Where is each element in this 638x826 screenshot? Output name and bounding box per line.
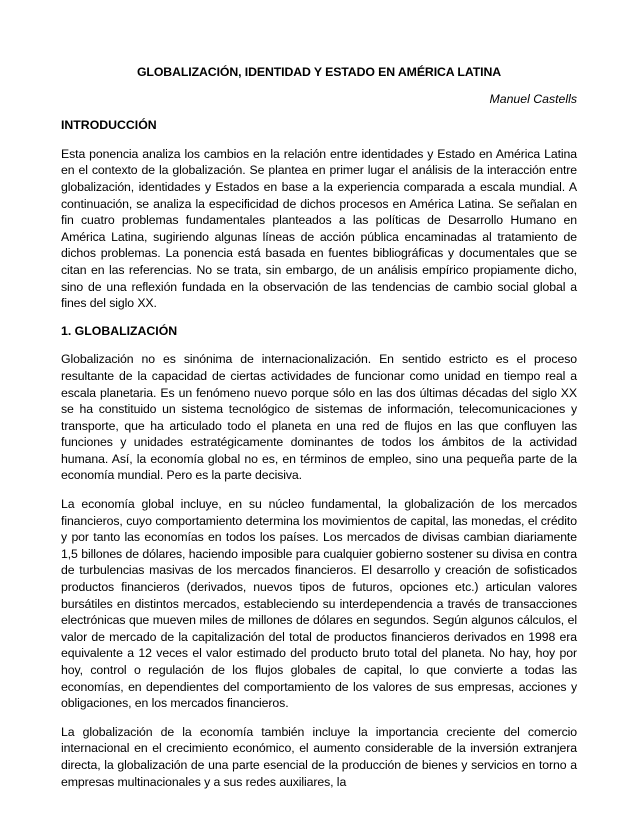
section-heading-introduccion: INTRODUCCIÓN [61, 118, 157, 133]
paragraph: La globalización de la economía también incluye la importancia creciente del comercio internacional en el crecimiento económico, el aumento considerable de la inversión extranjera directa, la globalización de una parte esencial de la producción de bienes y servicios en torno a empresas multinacionales y a sus redes auxiliares, la [61, 724, 577, 789]
section-heading-globalizacion: 1. GLOBALIZACIÓN [61, 323, 178, 338]
paragraph: Globalización no es sinónima de internacionalización. En sentido estricto es el proceso resultante de la capacidad de ciertas actividades de funcionar como unidad en tiempo real a escala planetaria. Es un fenómeno nuevo porque sólo en las dos últimas décadas del siglo XX se ha constituido un sistema tecnológico de sistemas de información, telecomunicaciones y transporte, que ha articulado todo el planeta en una red de flujos en las que confluyen las funciones y unidades estratégicamente dominantes de todos los ámbitos de la actividad humana. Así, la economía global no es, en términos de empleo, sino una pequeña parte de la economía mundial. Pero es la parte decisiva. [61, 352, 577, 483]
paragraph: Esta ponencia analiza los cambios en la relación entre identidades y Estado en América Latina en el contexto de la globalización. Se plantea en primer lugar el análisis de la interacción entre globalización, identidades y Estados en base a la experiencia comparada a escala mundial. A continuación, se analiza la especificidad de dichos procesos en América Latina. Se señalan en fin cuatro problemas fundamentales planteados a las políticas de Desarrollo Humano en América Latina, sugiriendo algunas líneas de acción pública encaminadas al tratamiento de dichos problemas. La ponencia está basada en fuentes bibliográficas y documentales que se citan en las referencias. No se trata, sin embargo, de un análisis empírico propiamente dicho, sino de una reflexión fundada en la observación de las tendencias de cambio social global a fines del siglo XX. [61, 146, 577, 311]
document-page [61, 64, 577, 790]
document-title: GLOBALIZACIÓN, IDENTIDAD Y ESTADO EN AMÉRICA LATINA [136, 65, 502, 79]
author-name: Manuel Castells [489, 91, 577, 106]
paragraph: La economía global incluye, en su núcleo fundamental, la globalización de los mercados financieros, cuyo comportamiento determina los movimientos de capital, las monedas, el crédito y por tanto las economías en todos los países. Los mercados de divisas cambian diariamente 1,5 billones de dólares, haciendo imposible para cualquier gobierno sostener su divisa en contra de turbulencias masivas de los mercados financieros. El desarrollo y creación de sofisticados productos financieros (derivados, nuevos tipos de futuros, opciones etc.) articulan valores bursátiles en distintos mercados, estableciendo su interdependencia a través de transacciones electrónicas que mueven miles de millones de dólares en segundos. Según algunos cálculos, el valor de mercado de la capitalización del total de productos financieros derivados en 1998 era equivalente a 12 veces el valor estimado del producto bruto total del planeta. No hay, hoy por hoy, control o regulación de los flujos globales de capital, lo que convierte a todas las economías, en dependientes del comportamiento de los valores de sus empresas, acciones y obligaciones, en los mercados financieros. [61, 497, 577, 711]
